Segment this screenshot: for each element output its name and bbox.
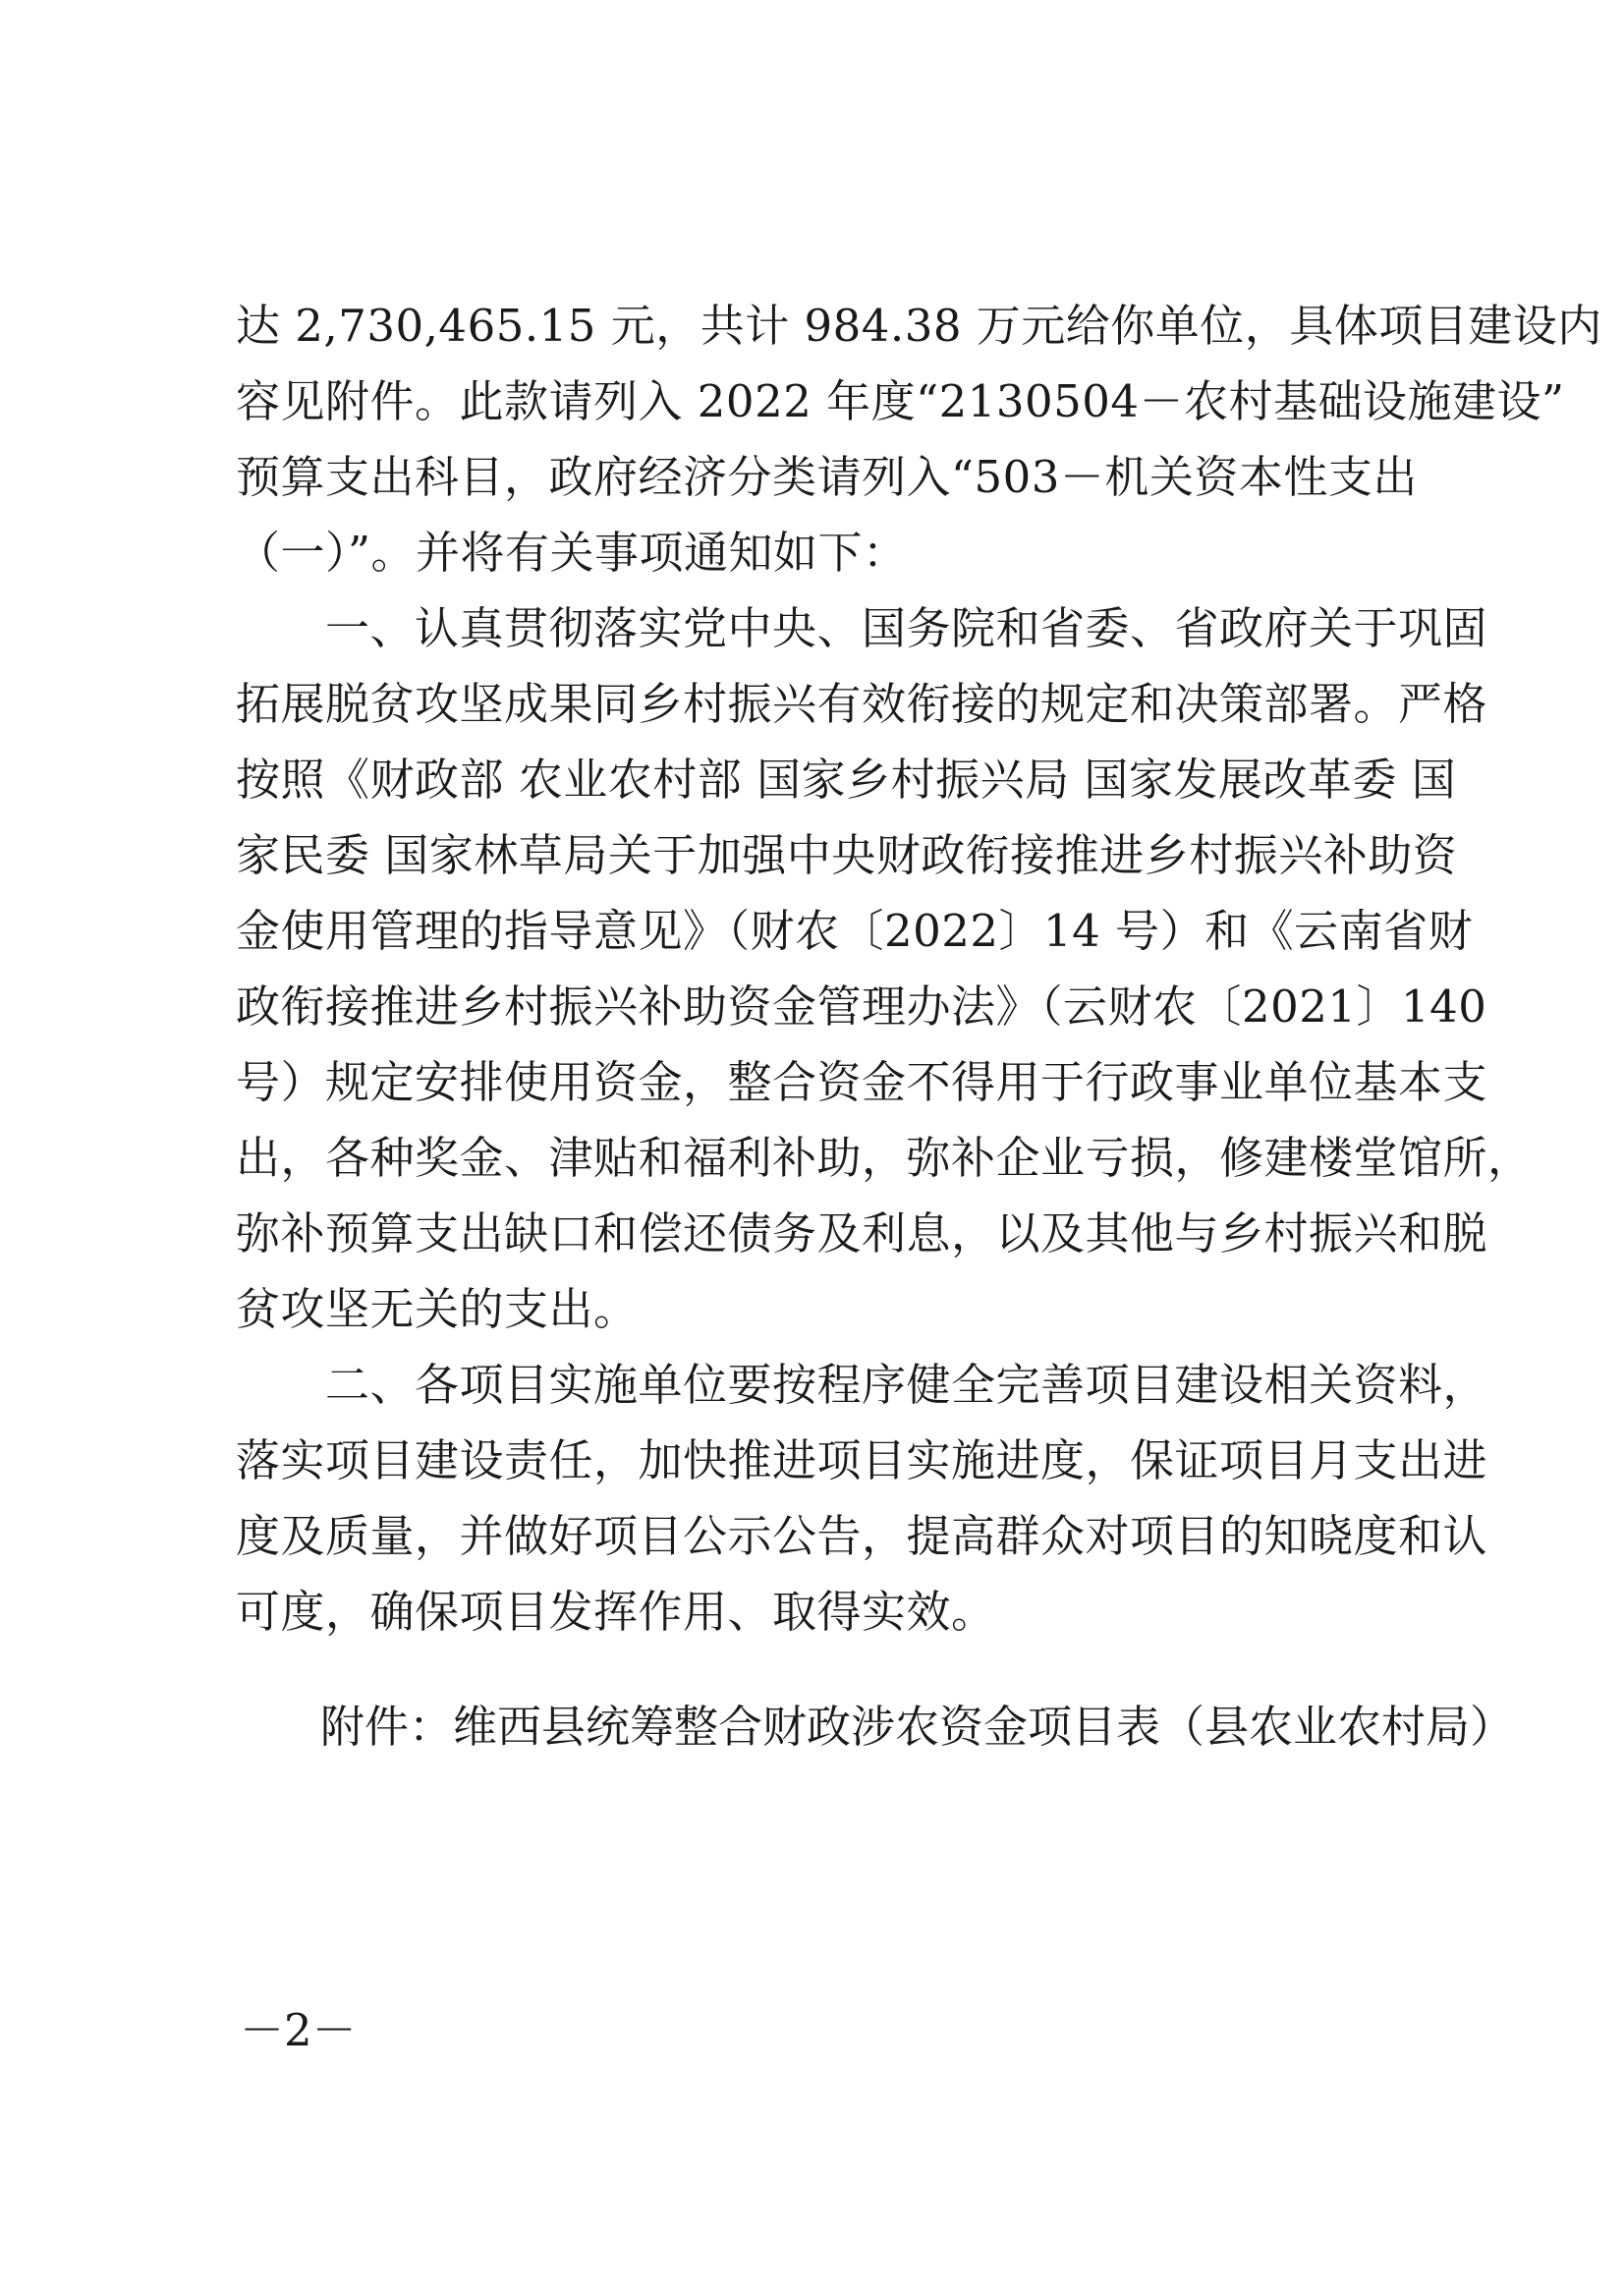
body-line: （一）”。并将有关事项通知如下： (236, 527, 908, 579)
body-line: 金使用管理的指导意见》（财农〔2022〕14 号）和《云南省财 (236, 905, 1474, 957)
body-line: 容见附件。此款请列入 2022 年度“2130504－农村基础设施建设” (236, 375, 1565, 427)
body-line: 二、各项目实施单位要按程序健全完善项目建设相关资料， (236, 1359, 1488, 1411)
body-line: 预算支出科目，政府经济分类请列入“503－机关资本性支出 (236, 451, 1418, 503)
page-number: －2－ (240, 2004, 357, 2056)
body-line: 度及质量，并做好项目公示公告，提高群众对项目的知晓度和认 (236, 1510, 1488, 1562)
body-line: 达 2,730,465.15 元，共计 984.38 万元给你单位，具体项目建设内 (236, 300, 1602, 352)
body-line: 弥补预算支出缺口和偿还债务及利息，以及其他与乡村振兴和脱 (236, 1207, 1488, 1259)
body-line: 出，各种奖金、津贴和福利补助，弥补企业亏损，修建楼堂馆所， (236, 1132, 1533, 1184)
body-line: 一、认真贯彻落实党中央、国务院和省委、省政府关于巩固 (236, 602, 1488, 654)
body-line: 按照《财政部 农业农村部 国家乡村振兴局 国家发展改革委 国 (236, 754, 1457, 806)
body-line: 落实项目建设责任，加快推进项目实施进度，保证项目月支出进 (236, 1434, 1488, 1486)
attachment-note: 附件：维西县统筹整合财政涉农资金项目表（县农业农村局） (320, 1701, 1515, 1753)
body-line: 贫攻坚无关的支出。 (236, 1283, 639, 1335)
body-line: 拓展脱贫攻坚成果同乡村振兴有效衔接的规定和决策部署。严格 (236, 678, 1488, 730)
body-line: 政衔接推进乡村振兴补助资金管理办法》（云财农〔2021〕140 (236, 980, 1487, 1033)
body-line: 家民委 国家林草局关于加强中央财政衔接推进乡村振兴补助资 (236, 829, 1458, 881)
body-line: 号）规定安排使用资金，整合资金不得用于行政事业单位基本支 (236, 1056, 1488, 1108)
body-line: 可度，确保项目发挥作用、取得实效。 (236, 1586, 996, 1638)
